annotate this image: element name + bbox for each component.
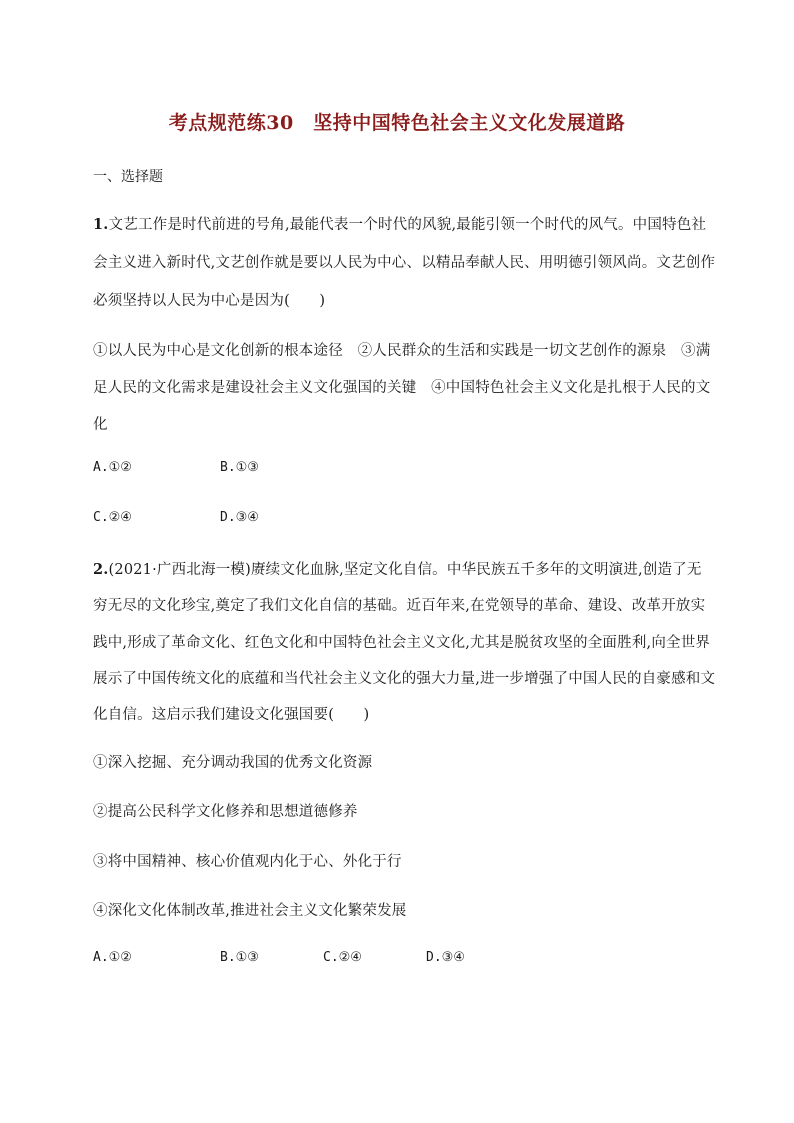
question-2-statement-line: ①深入挖掘、充分调动我国的优秀文化资源 — [93, 755, 373, 771]
question-1-stem-line: 必须坚持以人民为中心是因为( ) — [93, 293, 326, 309]
question-2-stem-line: 践中,形成了革命文化、红色文化和中国特色社会主义文化,尤其是脱贫攻坚的全面胜利,向全世界 — [93, 635, 711, 651]
section-heading: 一、选择题 — [93, 169, 163, 185]
question-2-line-1 — [93, 558, 702, 579]
page-title: 考点规范练30 坚持中国特色社会主义文化发展道路 — [168, 112, 626, 134]
question-1-number: 1. — [93, 216, 109, 233]
question-2-stem-line: 展示了中国传统文化的底蕴和当代社会主义文化的强大力量,进一步增强了中国人民的自豪感和文 — [93, 671, 716, 687]
question-2-stem-line: 穷无尽的文化珍宝,奠定了我们文化自信的基础。近百年来,在党领导的革命、建设、改革开放实 — [93, 598, 706, 614]
question-2-statement-line: ②提高公民科学文化修养和思想道德修养 — [93, 804, 358, 820]
question-2-statement-line: ③将中国精神、核心价值观内化于心、外化于行 — [93, 854, 402, 870]
question-1-statement-line: 足人民的文化需求是建设社会主义文化强国的关键 ④中国特色社会主义文化是扎根于人民的文 — [93, 380, 711, 396]
question-2-option-b[interactable]: B.①③ — [220, 950, 259, 965]
question-2-number: 2. — [93, 561, 109, 578]
question-1-option-a[interactable]: A.①② — [93, 460, 132, 475]
question-1-option-b[interactable]: B.①③ — [220, 460, 259, 475]
question-1-stem-text: 文艺工作是时代前进的号角,最能代表一个时代的风貌,最能引领一个时代的风气。中国特色社 — [108, 217, 707, 233]
question-2-stem-line: 化自信。这启示我们建设文化强国要( ) — [93, 707, 370, 723]
question-1-stem-line: 会主义进入新时代,文艺创作就是要以人民为中心、以精品奉献人民、用明德引领风尚。文艺创作 — [93, 255, 716, 271]
question-1-line-1 — [93, 213, 706, 234]
question-1-statement-line: ①以人民为中心是文化创新的根本途径 ②人民群众的生活和实践是一切文艺创作的源泉 ③满 — [93, 343, 711, 359]
question-1-statement-line: 化 — [93, 417, 108, 433]
question-2-option-a[interactable]: A.①② — [93, 950, 132, 965]
question-2-statement-line: ④深化文化体制改革,推进社会主义文化繁荣发展 — [93, 903, 407, 919]
question-1-option-c[interactable]: C.②④ — [93, 510, 132, 525]
question-1-option-d[interactable]: D.③④ — [220, 510, 259, 525]
question-2-stem-text: (2021·广西北海一模)赓续文化血脉,坚定文化自信。中华民族五千多年的文明演进,创造了无 — [108, 562, 702, 578]
question-2-option-d[interactable]: D.③④ — [426, 950, 465, 965]
question-2-option-c[interactable]: C.②④ — [323, 950, 362, 965]
